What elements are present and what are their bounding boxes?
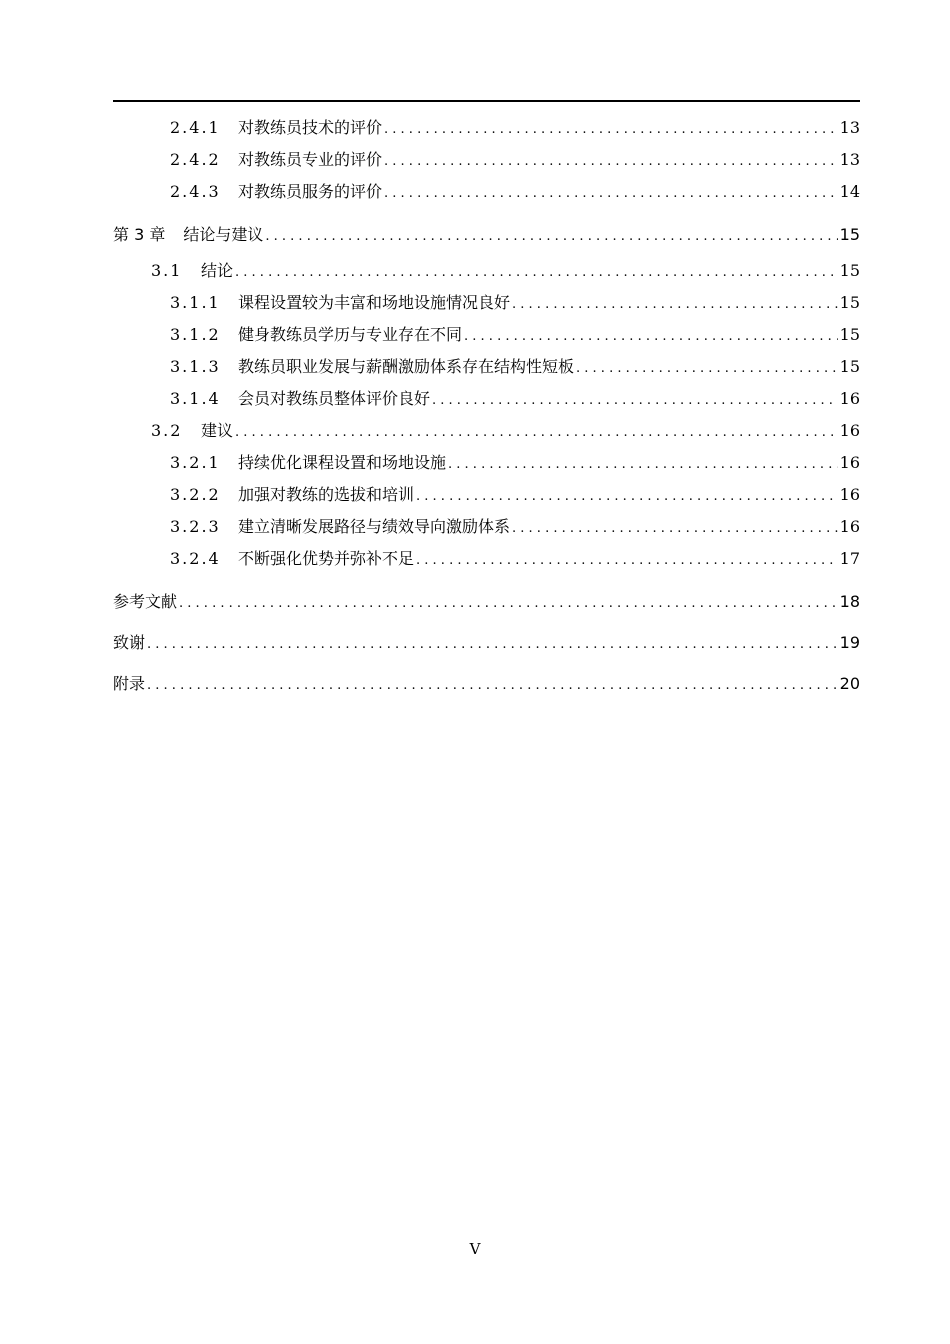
toc-entry-number: 2.4.1	[170, 118, 221, 137]
toc-entry-title: 教练员职业发展与薪酬激励体系存在结构性短板	[238, 357, 575, 376]
dot-leader	[448, 447, 838, 479]
dot-leader	[384, 112, 838, 144]
toc-entry-number: 3.1.1	[170, 293, 221, 312]
toc-entry[interactable]	[113, 255, 860, 287]
toc-entry-title: 对教练员服务的评价	[238, 182, 383, 201]
dot-leader	[416, 543, 838, 575]
toc-entry-page: 19	[839, 633, 860, 652]
dot-leader	[384, 176, 838, 208]
toc-entry-page: 13	[839, 150, 860, 169]
toc-entry[interactable]	[113, 663, 860, 704]
toc-entry-number: 3.2.3	[170, 517, 221, 536]
toc-entry[interactable]	[113, 479, 860, 511]
toc-entry-title: 会员对教练员整体评价良好	[238, 389, 431, 408]
toc-entry[interactable]	[113, 622, 860, 663]
toc-entry-page: 13	[839, 118, 860, 137]
header-rule	[113, 100, 860, 102]
toc-entry-title: 不断强化优势并弥补不足	[238, 549, 415, 568]
toc-entry[interactable]	[113, 415, 860, 447]
dot-leader	[179, 581, 838, 622]
dot-leader	[265, 214, 837, 255]
toc-entry-page: 16	[839, 485, 860, 504]
toc-entry-number: 2.4.2	[170, 150, 221, 169]
toc-entry-page: 16	[839, 389, 860, 408]
dot-leader	[512, 511, 838, 543]
toc-entry-number: 3.1.4	[170, 389, 221, 408]
toc-entry-page: 15	[839, 225, 860, 244]
page-number-footer: V	[469, 1240, 481, 1258]
toc-entry-page: 14	[839, 182, 860, 201]
toc-entry-title: 结论	[201, 261, 234, 280]
dot-leader	[235, 255, 838, 287]
dot-leader	[416, 479, 838, 511]
toc-entry[interactable]	[113, 214, 860, 255]
toc-entry[interactable]	[113, 351, 860, 383]
toc-entry[interactable]	[113, 511, 860, 543]
toc-entry-page: 15	[839, 293, 860, 312]
dot-leader	[512, 287, 838, 319]
toc-entry-number: 第 3 章	[113, 225, 166, 244]
toc-entry[interactable]	[113, 581, 860, 622]
toc-entry[interactable]	[113, 287, 860, 319]
toc-entry[interactable]	[113, 319, 860, 351]
toc-entry-page: 15	[839, 261, 860, 280]
toc-entry-number: 3.1.2	[170, 325, 221, 344]
toc-entry-page: 18	[839, 592, 860, 611]
toc-entry-title: 参考文献	[113, 592, 178, 611]
dot-leader	[384, 144, 838, 176]
toc-entry-page: 16	[839, 453, 860, 472]
toc-entry-page: 20	[839, 674, 860, 693]
toc-entry-title: 健身教练员学历与专业存在不同	[238, 325, 463, 344]
toc-entry-title: 建议	[201, 421, 234, 440]
toc-entry-number: 2.4.3	[170, 182, 221, 201]
table-of-contents	[113, 112, 860, 704]
toc-entry[interactable]	[113, 176, 860, 208]
toc-entry-number: 3.1.3	[170, 357, 221, 376]
toc-entry-page: 16	[839, 517, 860, 536]
toc-entry-title: 持续优化课程设置和场地设施	[238, 453, 447, 472]
toc-entry-number: 3.1	[151, 261, 183, 280]
toc-entry-page: 15	[839, 325, 860, 344]
toc-entry-title: 对教练员专业的评价	[238, 150, 383, 169]
toc-entry-page: 17	[839, 549, 860, 568]
toc-entry-number: 3.2.1	[170, 453, 221, 472]
toc-entry-page: 16	[839, 421, 860, 440]
dot-leader	[147, 663, 838, 704]
toc-entry[interactable]	[113, 383, 860, 415]
toc-entry-title: 附录	[113, 674, 146, 693]
toc-entry-number: 3.2.4	[170, 549, 221, 568]
toc-entry-title: 建立清晰发展路径与绩效导向激励体系	[238, 517, 511, 536]
toc-entry-number: 3.2	[151, 421, 183, 440]
toc-entry[interactable]	[113, 543, 860, 575]
toc-entry-title: 加强对教练的选拔和培训	[238, 485, 415, 504]
dot-leader	[235, 415, 838, 447]
toc-entry[interactable]	[113, 144, 860, 176]
dot-leader	[576, 351, 838, 383]
toc-entry-number: 3.2.2	[170, 485, 221, 504]
toc-entry-title: 致谢	[113, 633, 146, 652]
toc-entry-title: 对教练员技术的评价	[238, 118, 383, 137]
toc-entry[interactable]	[113, 447, 860, 479]
dot-leader	[432, 383, 838, 415]
dot-leader	[147, 622, 838, 663]
dot-leader	[464, 319, 838, 351]
toc-entry-title: 课程设置较为丰富和场地设施情况良好	[238, 293, 511, 312]
toc-entry[interactable]	[113, 112, 860, 144]
toc-entry-title: 结论与建议	[183, 225, 264, 244]
toc-entry-page: 15	[839, 357, 860, 376]
